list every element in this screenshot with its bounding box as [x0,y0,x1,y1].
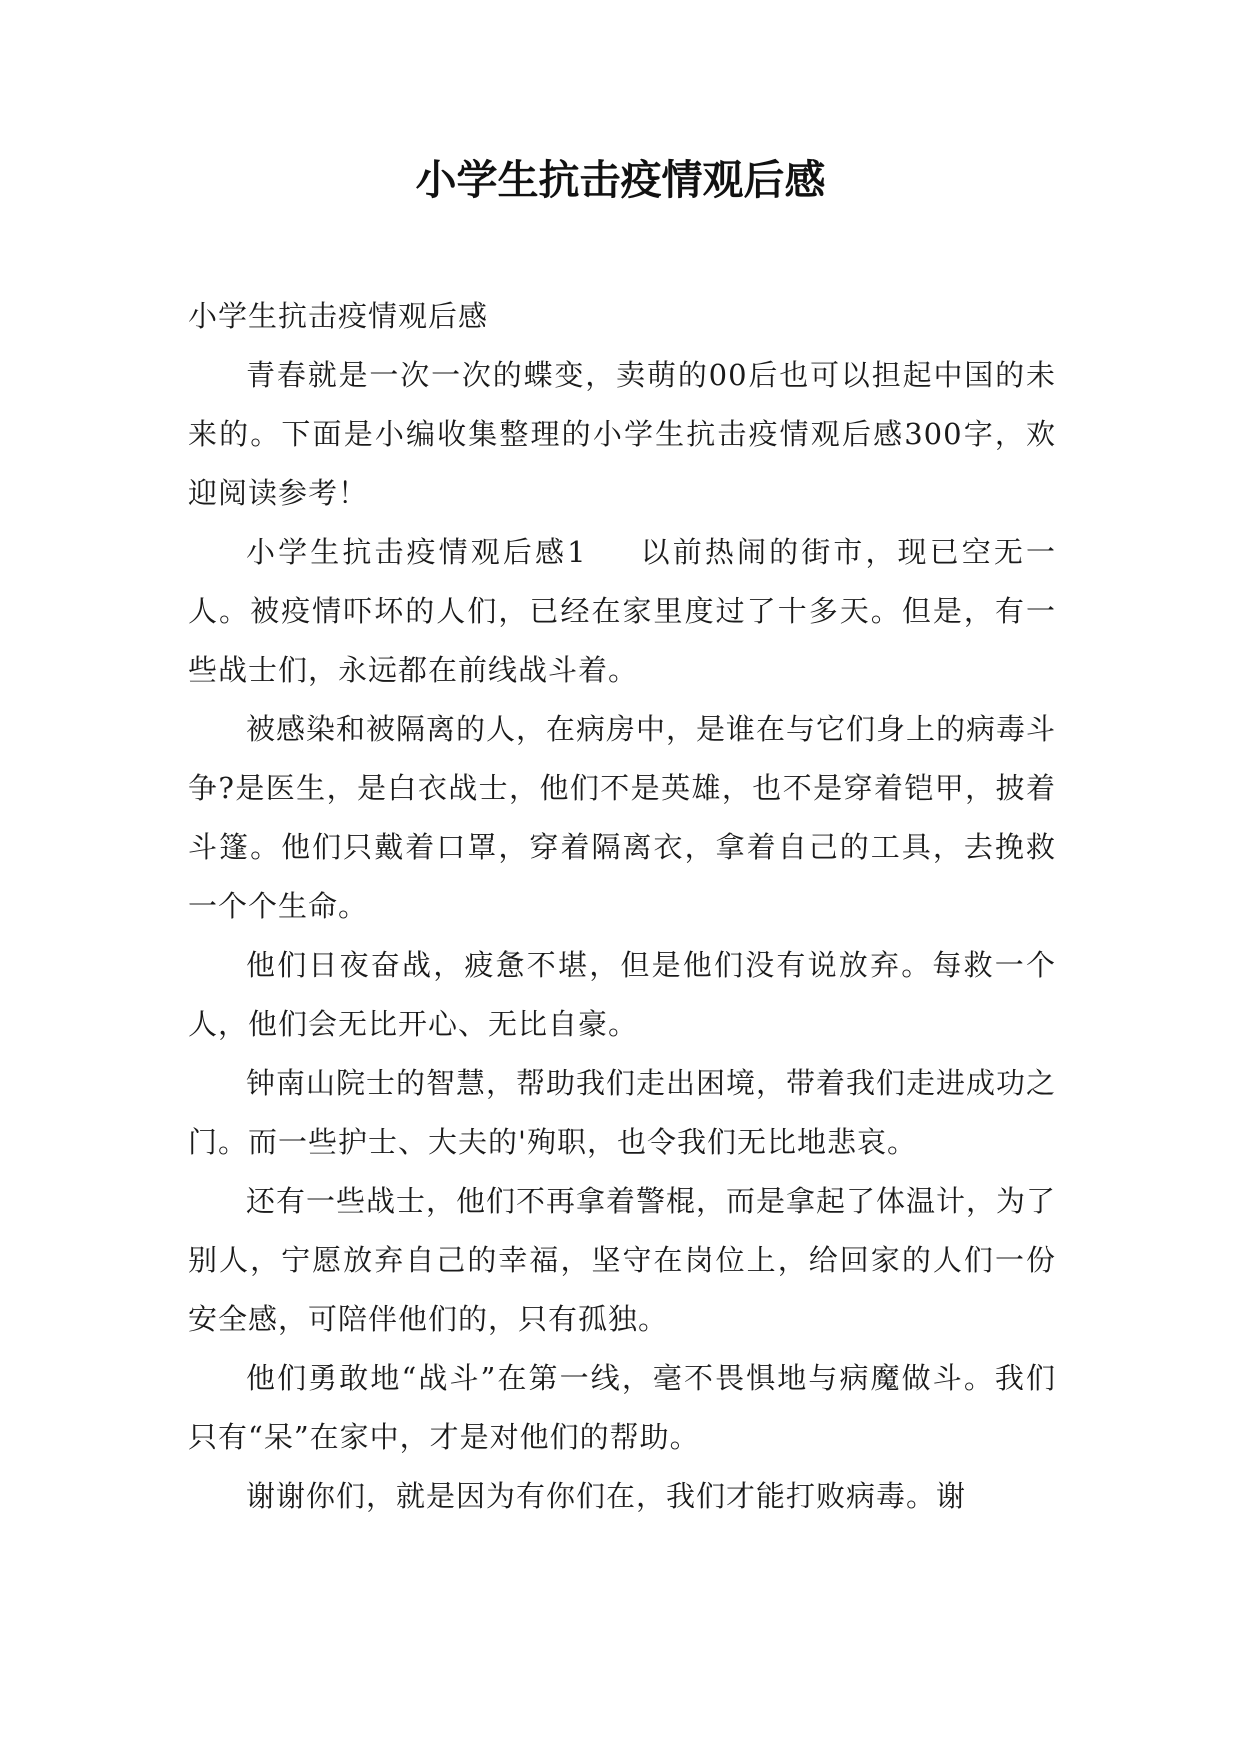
intro-paragraph: 青春就是一次一次的蝶变，卖萌的00后也可以担起中国的未来的。下面是小编收集整理的小学生抗击疫情观后感300字，欢迎阅读参考！ [188,358,1056,510]
body-paragraph: 谢谢你们，就是因为有你们在，我们才能打败病毒。谢 [246,1479,967,1513]
document-title: 小学生抗击疫情观后感 [415,156,826,204]
section-heading: 小学生抗击疫情观后感1 [246,535,587,569]
body-paragraph: 被感染和被隔离的人，在病房中，是谁在与它们身上的病毒斗争?是医生，是白衣战士，他们不是英雄，也不是穿着铠甲，披着斗篷。他们只戴着口罩，穿着隔离衣，拿着自己的工具，去挽救一个个生命。 [188,712,1057,923]
section-1-paragraph [188,523,1056,700]
document-body [188,287,1056,1526]
body-paragraph: 他们勇敢地“战斗”在第一线，毫不畏惧地与病魔做斗。我们只有“呆”在家中，才是对他们的帮助。 [188,1361,1056,1454]
body-paragraph: 他们日夜奋战，疲惫不堪，但是他们没有说放弃。每救一个人，他们会无比开心、无比自豪。 [188,948,1056,1041]
document-subtitle: 小学生抗击疫情观后感 [188,299,489,333]
section-first-text: 以前热闹的街市，现已空无一人。被疫情吓坏的人们，已经在家里度过了十多天。但是，有一些战士们，永远都在前线战斗着。 [188,535,1056,687]
body-paragraph: 还有一些战士，他们不再拿着警棍，而是拿起了体温计，为了别人，宁愿放弃自己的幸福，坚守在岗位上，给回家的人们一份安全感，可陪伴他们的，只有孤独。 [188,1184,1057,1336]
body-paragraph: 钟南山院士的智慧，帮助我们走出困境，带着我们走进成功之门。而一些护士、大夫的'殉职，也令我们无比地悲哀。 [188,1066,1057,1159]
